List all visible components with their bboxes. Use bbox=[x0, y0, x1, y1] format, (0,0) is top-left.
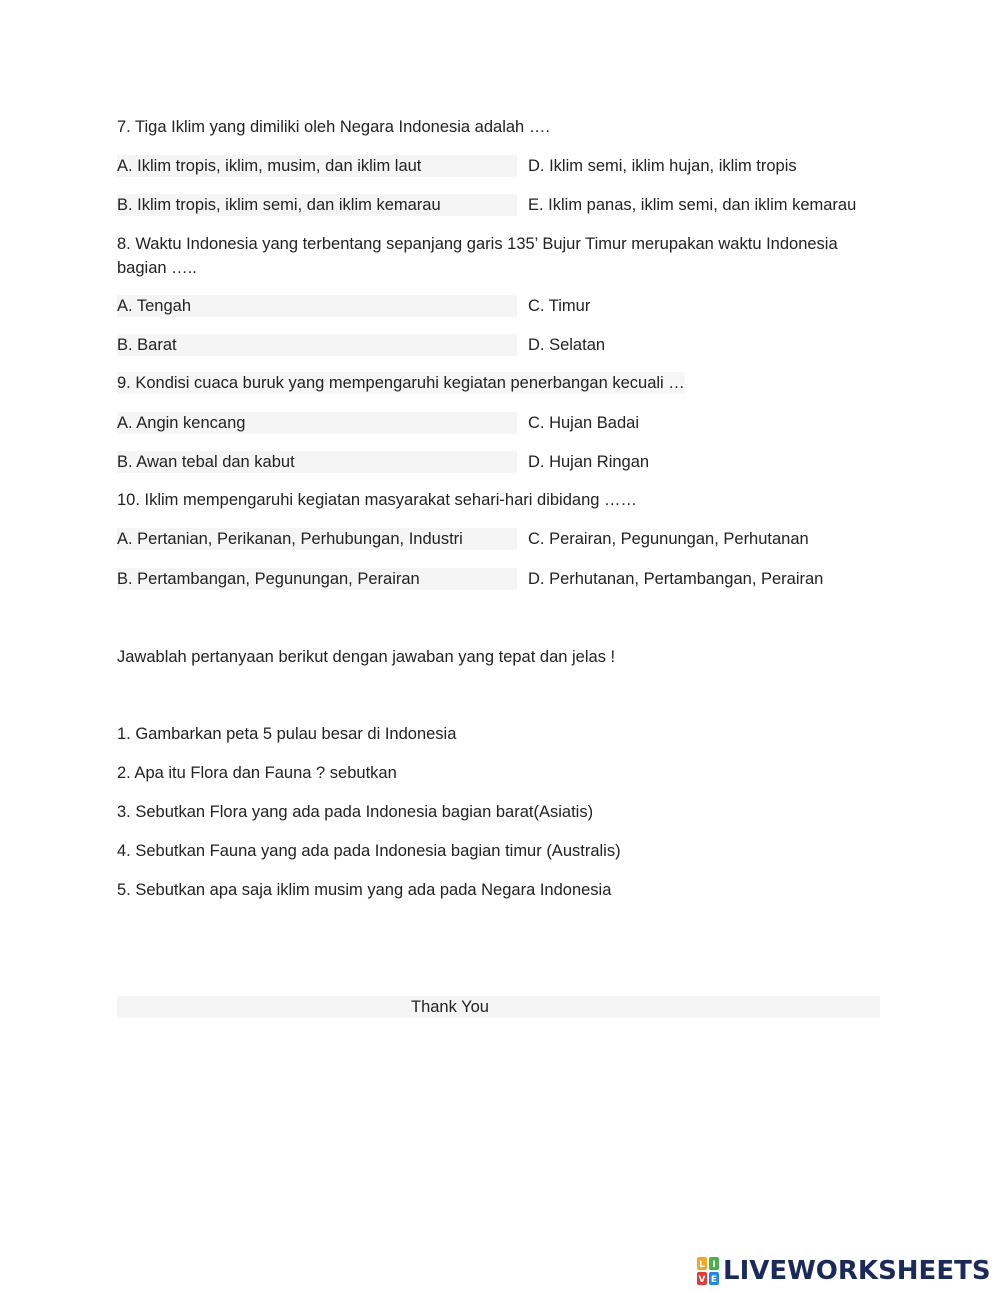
q7-option-d: D. Iklim semi, iklim hujan, iklim tropis bbox=[528, 157, 797, 175]
q7-option-e: E. Iklim panas, iklim semi, dan iklim kemarau bbox=[528, 196, 857, 214]
essay-item: 3. Sebutkan Flora yang ada pada Indonesia bagian barat(Asiatis) bbox=[117, 803, 594, 821]
svg-text:E: E bbox=[710, 1275, 718, 1285]
q10-option-a: A. Pertanian, Perikanan, Perhubungan, Industri bbox=[117, 530, 463, 548]
q8-option-a: A. Tengah bbox=[117, 297, 192, 315]
q10-option-c: C. Perairan, Pegunungan, Perhutanan bbox=[528, 530, 809, 548]
question-9-text: 9. Kondisi cuaca buruk yang mempengaruhi kegiatan penerbangan kecuali … bbox=[117, 374, 685, 392]
essay-item: 5. Sebutkan apa saja iklim musim yang ada pada Negara Indonesia bbox=[117, 881, 612, 899]
svg-text:I: I bbox=[712, 1260, 716, 1270]
closing-shade bbox=[117, 996, 880, 1018]
essay-item: 2. Apa itu Flora dan Fauna ? sebutkan bbox=[117, 764, 397, 782]
svg-text:L: L bbox=[699, 1260, 705, 1270]
q9-option-c: C. Hujan Badai bbox=[528, 414, 639, 432]
q8-option-b: B. Barat bbox=[117, 336, 177, 354]
essay-item: 1. Gambarkan peta 5 pulau besar di Indonesia bbox=[117, 725, 457, 743]
liveworksheets-logo bbox=[697, 1256, 991, 1286]
q7-option-a: A. Iklim tropis, iklim, musim, dan iklim laut bbox=[117, 157, 422, 175]
liveworksheets-logo-text: LIVEWORKSHEETS bbox=[723, 1256, 991, 1286]
q8-option-d: D. Selatan bbox=[528, 336, 606, 354]
svg-text:V: V bbox=[698, 1275, 706, 1285]
row-shade bbox=[117, 334, 517, 356]
liveworksheets-logo-icon bbox=[697, 1257, 719, 1285]
essay-instruction: Jawablah pertanyaan berikut dengan jawaban yang tepat dan jelas ! bbox=[117, 648, 616, 666]
q9-option-d: D. Hujan Ringan bbox=[528, 453, 650, 471]
closing-text: Thank You bbox=[411, 998, 489, 1016]
question-10-text: 10. Iklim mempengaruhi kegiatan masyarakat sehari-hari dibidang …… bbox=[117, 491, 637, 509]
question-8-text: 8. Waktu Indonesia yang terbentang sepanjang garis 135’ Bujur Timur merupakan waktu Indonesia bagian ….. bbox=[117, 235, 838, 277]
q10-option-b: B. Pertambangan, Pegunungan, Perairan bbox=[117, 570, 420, 588]
q9-option-a: A. Angin kencang bbox=[117, 414, 246, 432]
q10-option-d: D. Perhutanan, Pertambangan, Perairan bbox=[528, 570, 824, 588]
q9-option-b: B. Awan tebal dan kabut bbox=[117, 453, 295, 471]
q7-option-b: B. Iklim tropis, iklim semi, dan iklim kemarau bbox=[117, 196, 441, 214]
q8-option-c: C. Timur bbox=[528, 297, 591, 315]
essay-item: 4. Sebutkan Fauna yang ada pada Indonesia bagian timur (Australis) bbox=[117, 842, 621, 860]
question-7-text: 7. Tiga Iklim yang dimiliki oleh Negara Indonesia adalah …. bbox=[117, 118, 550, 136]
